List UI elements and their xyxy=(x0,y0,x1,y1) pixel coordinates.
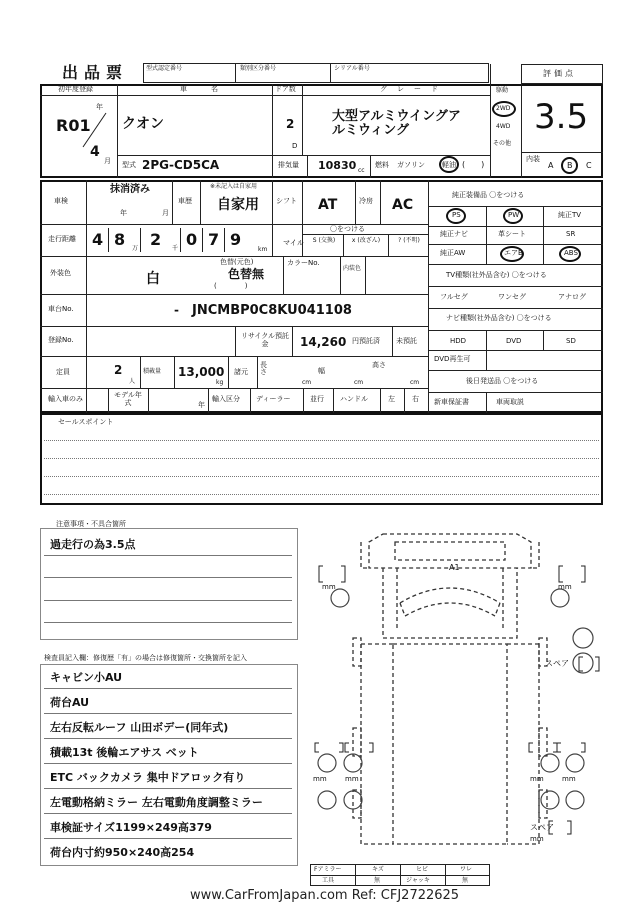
drive-other: その他 xyxy=(493,140,512,147)
color-label: 外装色 xyxy=(50,269,71,277)
doors-label: ドア数 xyxy=(275,85,296,93)
handle-left: 左 xyxy=(388,395,395,403)
mileage-sen: 千 xyxy=(172,245,179,252)
doors-value: 2 xyxy=(286,117,295,131)
shift-label: シフト xyxy=(276,197,297,205)
height-cm: cm xyxy=(410,379,420,386)
type-cert-label: 型式認定番号 xyxy=(146,65,183,72)
genuine-head: 純正装備品 〇をつける xyxy=(452,191,525,199)
inspector-line-8: 荷台内寸約950×240高254 xyxy=(50,846,195,859)
import-label: 輸入車のみ xyxy=(48,395,83,403)
after-warranty: 新車保証書 xyxy=(434,398,469,406)
equip-aw: 純正AW xyxy=(440,249,466,257)
displacement-value: 10830 xyxy=(318,159,357,172)
history-label: 車歴 xyxy=(178,197,192,205)
tv-analog: アナログ xyxy=(558,293,586,301)
header-id-strip xyxy=(143,63,489,83)
interior-color-label: 内装色 xyxy=(343,265,362,272)
equip-airbag-circle xyxy=(500,246,524,262)
import-year: 年 xyxy=(198,401,205,409)
capacity-label: 定員 xyxy=(56,368,70,376)
legend-v-1: 工具 xyxy=(322,877,335,884)
after-head: 後日発送品 〇をつける xyxy=(466,377,539,385)
ac-label: 冷房 xyxy=(359,197,373,205)
mileage-digit-2: 8 xyxy=(114,230,126,249)
meter-unknown: ? (不明) xyxy=(398,237,420,244)
grade-line-2: ルミウィング xyxy=(332,123,409,138)
displacement-unit: cc xyxy=(358,167,365,174)
legend-h-4: ワレ xyxy=(460,866,473,873)
fuel-diesel: 軽油 xyxy=(442,161,456,169)
legend-h-2: キズ xyxy=(372,866,384,873)
interior-c: C xyxy=(586,161,592,170)
reg-month-value: 4 xyxy=(90,144,100,160)
drive-2wd-circle xyxy=(492,101,516,117)
model-year-label: モデル年式 xyxy=(114,391,142,408)
mileage-digit-3: 2 xyxy=(150,230,162,249)
spare-label-2: スペア xyxy=(530,823,554,832)
handle-right: 右 xyxy=(412,395,419,403)
displacement-label: 排気量 xyxy=(278,161,299,169)
interior-a: A xyxy=(548,161,554,170)
import-parallel: 並行 xyxy=(310,395,324,403)
navi-dvd: DVD xyxy=(506,337,522,345)
document-title: 出品票 xyxy=(62,63,129,82)
diagram-mm-6: mm xyxy=(562,775,576,783)
mileage-man: 万 xyxy=(132,245,139,252)
equip-tv: 純正TV xyxy=(558,211,582,219)
reg-month-unit: 月 xyxy=(104,157,111,165)
color-value: 白 xyxy=(146,271,160,287)
capacity-unit: 人 xyxy=(129,378,136,385)
interior-b-circle xyxy=(561,157,578,174)
fuel-other: ( ) xyxy=(462,160,485,169)
dims-label: 諸元 xyxy=(234,368,248,376)
diagram-mm-5: mm xyxy=(530,775,544,783)
equip-ps-circle xyxy=(446,208,466,224)
width-label: 幅 xyxy=(318,367,325,375)
equip-pw: PW xyxy=(508,211,520,219)
ac-value: AC xyxy=(392,197,414,213)
mileage-digit-5: 7 xyxy=(208,230,220,249)
equip-navi: 純正ナビ xyxy=(440,230,468,238)
tv-oneseg: ワンセグ xyxy=(498,293,526,301)
chassis-label: 車台No. xyxy=(48,305,74,313)
length-cm: cm xyxy=(302,379,312,386)
legend-v-2: 無 xyxy=(374,877,381,884)
inspector-line-5: ETC バックカメラ 集中ドアロック有り xyxy=(50,771,246,784)
meter-tampered: x (改ざん) xyxy=(351,237,381,244)
mileage-digit-1: 4 xyxy=(92,230,104,249)
diagram-mm-1: mm xyxy=(322,583,336,591)
width-cm: cm xyxy=(354,379,364,386)
import-type-label: 輸入区分 xyxy=(212,395,240,403)
reg-year-unit: 年 xyxy=(96,103,103,111)
navi-sd: SD xyxy=(566,337,576,345)
equip-ps: PS xyxy=(452,211,461,219)
inspector-head: 検査員記入欄：修復歴「有」の場合は修復箇所・交換箇所を記入 xyxy=(44,654,247,662)
grade-head-label: グレード xyxy=(380,85,448,93)
after-manual: 車両取説 xyxy=(496,398,524,406)
notes-head: 注意事項・不具合箇所 xyxy=(56,520,126,528)
fuel-gasoline: ガソリン xyxy=(397,161,425,169)
navi-hdd: HDD xyxy=(450,337,467,345)
drive-4wd: 4WD xyxy=(496,123,511,130)
history-note: ※未記入は自家用 xyxy=(210,183,258,190)
checks-month: 月 xyxy=(162,209,169,217)
diagram-mm-4: mm xyxy=(345,775,359,783)
truck-diagram xyxy=(305,528,605,868)
legend-h-1: Fアミラー xyxy=(314,866,342,873)
chassis-value: JNCMBP0C8KU041108 xyxy=(192,303,352,318)
dvd-playback: DVD再生可 xyxy=(434,355,471,363)
doors-suffix: D xyxy=(292,142,298,150)
legend-h-3: ヒビ xyxy=(416,866,429,873)
category-label: 類別区分番号 xyxy=(240,65,277,72)
reg-year-value: R01 xyxy=(56,116,91,135)
equip-abs-circle xyxy=(559,246,581,262)
fuel-diesel-circle xyxy=(439,156,459,173)
diagram-mm-2: mm xyxy=(558,583,572,591)
mileage-digit-6: 9 xyxy=(230,230,242,249)
inspector-line-2: 荷台AU xyxy=(50,696,90,709)
selling-points-label: セールスポイント xyxy=(58,418,114,426)
score-head-label: 評価点 xyxy=(543,69,576,78)
recycle-unit: 円預託済 xyxy=(352,337,380,345)
recycle-un: 未預託 xyxy=(396,337,417,345)
reg-slash xyxy=(80,110,110,150)
mileage-unit: km xyxy=(258,246,268,253)
fuel-label: 燃料 xyxy=(375,161,389,169)
repaint-label: 色替(元色) xyxy=(220,258,254,266)
first-reg-label: 初年度登録 xyxy=(58,85,93,93)
load-unit: kg xyxy=(216,379,224,386)
selling-points-box xyxy=(40,413,603,505)
load-value: 13,000 xyxy=(178,365,225,379)
shift-value: AT xyxy=(318,197,338,213)
serial-label: シリアル番号 xyxy=(334,65,370,72)
navi-head: ナビ種類(社外品含む) 〇をつける xyxy=(446,314,552,322)
equip-pw-circle xyxy=(503,208,523,224)
equip-sr: SR xyxy=(566,230,576,238)
model-value: 2PG-CD5CA xyxy=(142,158,220,172)
inspector-line-3: 左右反転ルーフ 山田ボデー(同年式) xyxy=(50,721,229,734)
recycle-label: リサイクル預託金 xyxy=(240,332,290,349)
inspector-line-4: 積載13t 後輪エアサス ベット xyxy=(50,746,199,759)
damage-mark-a1: A1 xyxy=(449,563,460,572)
diagram-mm-3: mm xyxy=(313,775,327,783)
inspector-box xyxy=(40,664,298,866)
length-label: 長さ xyxy=(260,361,267,376)
handle-label: ハンドル xyxy=(340,395,368,403)
interior-b: B xyxy=(567,161,573,170)
model-label: 型式 xyxy=(122,161,136,169)
vehicle-name-value: クオン xyxy=(122,116,164,132)
equip-abs: ABS xyxy=(564,249,578,257)
meter-head: 〇をつける xyxy=(330,225,365,233)
tv-head: TV種類(社外品含む) 〇をつける xyxy=(446,271,547,279)
checks-year: 年 xyxy=(120,209,127,217)
watermark-ref: www.CarFromJapan.com Ref: CFJ2722625 xyxy=(190,888,460,903)
checks-value: 抹消済み xyxy=(110,184,150,195)
drive-label: 駆動 xyxy=(496,87,509,94)
meter-mile: マイル xyxy=(283,239,304,247)
reg-no-label: 登録No. xyxy=(48,336,74,344)
notes-line-1: 過走行の為3.5点 xyxy=(50,538,136,551)
repaint-value: 色替無 xyxy=(228,267,265,281)
mileage-label: 走行距離 xyxy=(48,235,76,243)
tv-fullseg: フルセグ xyxy=(440,293,468,301)
recycle-value: 14,260 xyxy=(300,335,347,349)
repaint-paren: ( ) xyxy=(214,282,248,290)
diagram-mm-7: mm xyxy=(530,835,544,843)
legend-v-3: ジャッキ xyxy=(406,877,430,884)
inspector-line-1: キャビン小AU xyxy=(50,671,123,684)
history-value: 自家用 xyxy=(217,197,259,213)
capacity-value: 2 xyxy=(114,363,123,377)
spare-label-1: スペア xyxy=(545,659,569,668)
grade-line-1: 大型アルミウイングア xyxy=(332,109,461,124)
interior-label: 内装 xyxy=(526,155,540,163)
meter-replaced: S (交換) xyxy=(312,237,336,244)
inspector-line-7: 車検証サイズ1199×249高379 xyxy=(50,821,212,834)
score-value: 3.5 xyxy=(534,97,589,137)
equip-leather: 革シート xyxy=(498,230,526,238)
equip-airbag: エアB xyxy=(504,249,523,257)
color-no-label: カラーNo. xyxy=(287,259,320,267)
mileage-digit-4: 0 xyxy=(186,230,198,249)
load-label: 積載量 xyxy=(143,368,162,375)
checks-label: 車検 xyxy=(54,197,68,205)
drive-2wd: 2WD xyxy=(496,105,511,112)
legend-v-4: 無 xyxy=(462,877,469,884)
import-dealer: ディーラー xyxy=(256,395,291,403)
inspector-line-6: 左電動格納ミラー 左右電動角度調整ミラー xyxy=(50,796,263,809)
height-label: 高さ xyxy=(372,361,386,369)
name-label: 車名 xyxy=(180,85,242,93)
